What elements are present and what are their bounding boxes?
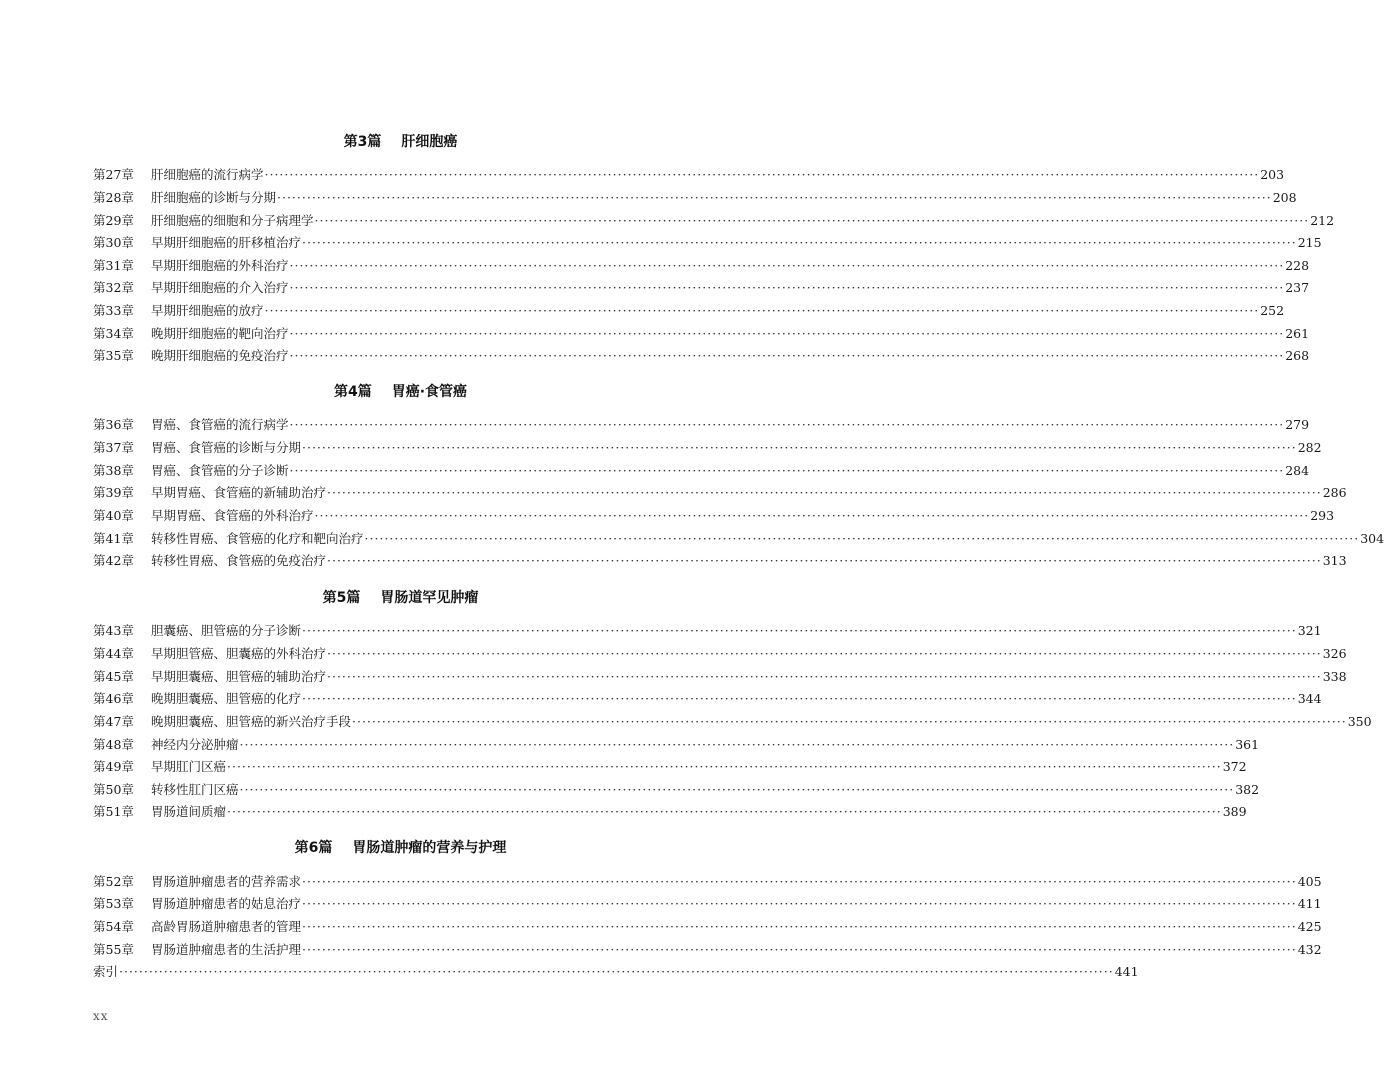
chapter-number: 第55章 [93, 942, 134, 957]
page-number: 212 [1310, 213, 1335, 228]
chapter-number: 第29章 [93, 213, 134, 228]
dot-leader: ········································································································································································································ [327, 553, 1322, 568]
chapter-title: 早期肝细胞癌的放疗 [151, 303, 264, 318]
page-number: 382 [1235, 782, 1260, 797]
chapter-title: 晚期肝细胞癌的靶向治疗 [151, 326, 289, 341]
page-number: 338 [1322, 669, 1347, 684]
chapter-title: 早期胆管癌、胆囊癌的外科治疗 [151, 646, 327, 661]
part-title: 胃肠道罕见肿瘤 [380, 590, 479, 606]
chapter-title: 肝细胞癌的细胞和分子病理学 [151, 213, 314, 228]
page-number: 261 [1285, 326, 1310, 341]
index-entry[interactable] [93, 961, 1139, 983]
chapter-title: 早期肛门区癌 [151, 759, 227, 774]
page-number: 203 [1260, 167, 1285, 182]
page-number: 284 [1285, 463, 1310, 478]
chapter-title: 早期肝细胞癌的介入治疗 [151, 280, 289, 295]
chapter-title: 早期胃癌、食管癌的外科治疗 [151, 508, 314, 523]
chapter-number: 第43章 [93, 623, 134, 638]
toc-entry[interactable] [93, 460, 1310, 482]
dot-leader: ········································································································································································································ [239, 782, 1235, 797]
chapter-number: 第41章 [93, 531, 134, 546]
chapter-title: 早期肝细胞癌的肝移植治疗 [151, 235, 302, 250]
page-number: 286 [1322, 485, 1347, 500]
chapter-number: 第48章 [93, 737, 134, 752]
dot-leader: ········································································································································································································ [302, 874, 1297, 889]
chapter-title: 胆囊癌、胆管癌的分子诊断 [151, 623, 302, 638]
toc-entry[interactable] [93, 779, 1260, 801]
chapter-number: 第35章 [93, 348, 134, 363]
page-number: 208 [1272, 190, 1297, 205]
page-number: 372 [1222, 759, 1247, 774]
dot-leader: ········································································································································································································ [327, 669, 1322, 684]
part-title: 胃癌·食管癌 [391, 384, 468, 400]
chapter-title: 晚期胆囊癌、胆管癌的化疗 [151, 691, 302, 706]
chapter-title: 早期肝细胞癌的外科治疗 [151, 258, 289, 273]
toc-entry[interactable] [93, 300, 1285, 322]
page-number: 350 [1347, 714, 1372, 729]
dot-leader: ········································································································································································································ [352, 714, 1347, 729]
part-heading [93, 132, 708, 152]
page-number: 313 [1322, 553, 1347, 568]
toc-entry[interactable] [93, 916, 1322, 938]
dot-leader: ········································································································································································································ [302, 440, 1297, 455]
toc-entry[interactable] [93, 187, 1297, 209]
part-heading [93, 838, 708, 858]
index-title: 索引 [93, 964, 119, 979]
chapter-number: 第38章 [93, 463, 134, 478]
chapter-title: 晚期肝细胞癌的免疫治疗 [151, 348, 289, 363]
dot-leader: ········································································································································································································ [277, 190, 1272, 205]
toc-entry[interactable] [93, 643, 1347, 665]
dot-leader: ········································································································································································································ [289, 258, 1285, 273]
dot-leader: ········································································································································································································ [327, 485, 1322, 500]
chapter-title: 晚期胆囊癌、胆管癌的新兴治疗手段 [151, 714, 352, 729]
chapter-number: 第49章 [93, 759, 134, 774]
dot-leader: ········································································································································································································ [239, 737, 1235, 752]
page-number: 441 [1114, 964, 1139, 979]
chapter-title: 转移性肛门区癌 [151, 782, 239, 797]
toc-entry[interactable] [93, 734, 1260, 756]
dot-leader: ········································································································································································································ [264, 167, 1260, 182]
page-number: 411 [1297, 896, 1322, 911]
toc-entry[interactable] [93, 801, 1247, 823]
chapter-number: 第47章 [93, 714, 134, 729]
toc-entry[interactable] [93, 277, 1310, 299]
dot-leader: ········································································································································································································ [302, 623, 1297, 638]
toc-entry[interactable] [93, 550, 1347, 572]
toc-entry[interactable] [93, 528, 1384, 550]
dot-leader: ········································································································································································································ [314, 213, 1310, 228]
dot-leader: ········································································································································································································ [289, 463, 1285, 478]
page-number: 228 [1285, 258, 1310, 273]
toc-entry[interactable] [93, 711, 1372, 733]
page-number: 293 [1310, 508, 1335, 523]
toc-entry[interactable] [93, 482, 1347, 504]
toc-entry[interactable] [93, 323, 1310, 345]
page-number: 237 [1285, 280, 1310, 295]
page-number: 268 [1285, 348, 1310, 363]
chapter-number: 第42章 [93, 553, 134, 568]
chapter-title: 肝细胞癌的诊断与分期 [151, 190, 277, 205]
page-number: 344 [1297, 691, 1322, 706]
part-heading [93, 588, 708, 608]
chapter-title: 胃肠道肿瘤患者的姑息治疗 [151, 896, 302, 911]
toc-entry[interactable] [93, 164, 1285, 186]
toc-entry[interactable] [93, 620, 1322, 642]
page-number: 252 [1260, 303, 1285, 318]
chapter-title: 胃肠道肿瘤患者的营养需求 [151, 874, 302, 889]
chapter-number: 第54章 [93, 919, 134, 934]
toc-entry[interactable] [93, 688, 1322, 710]
chapter-number: 第44章 [93, 646, 134, 661]
chapter-number: 第51章 [93, 804, 134, 819]
page-number: 361 [1235, 737, 1260, 752]
chapter-number: 第37章 [93, 440, 134, 455]
page-number: 279 [1285, 417, 1310, 432]
dot-leader: ········································································································································································································ [302, 942, 1297, 957]
toc-entry[interactable] [93, 871, 1322, 893]
dot-leader: ········································································································································································································ [119, 964, 1114, 979]
chapter-number: 第45章 [93, 669, 134, 684]
toc-entry[interactable] [93, 893, 1322, 915]
dot-leader: ········································································································································································································ [302, 919, 1297, 934]
toc-entry[interactable] [93, 505, 1335, 527]
part-number: 第3篇 [343, 134, 382, 150]
part-number: 第5篇 [322, 590, 361, 606]
toc-entry[interactable] [93, 939, 1322, 961]
toc-entry[interactable] [93, 756, 1247, 778]
chapter-number: 第40章 [93, 508, 134, 523]
chapter-number: 第50章 [93, 782, 134, 797]
chapter-title: 胃癌、食管癌的流行病学 [151, 417, 289, 432]
page-number: 321 [1297, 623, 1322, 638]
dot-leader: ········································································································································································································ [302, 896, 1297, 911]
toc-entry[interactable] [93, 414, 1310, 436]
chapter-number: 第52章 [93, 874, 134, 889]
chapter-title: 胃癌、食管癌的诊断与分期 [151, 440, 302, 455]
chapter-number: 第33章 [93, 303, 134, 318]
chapter-number: 第34章 [93, 326, 134, 341]
toc-entry[interactable] [93, 666, 1347, 688]
chapter-title: 肝细胞癌的流行病学 [151, 167, 264, 182]
toc-entry[interactable] [93, 255, 1310, 277]
chapter-title: 神经内分泌肿瘤 [151, 737, 239, 752]
dot-leader: ········································································································································································································ [289, 348, 1285, 363]
chapter-number: 第27章 [93, 167, 134, 182]
chapter-number: 第30章 [93, 235, 134, 250]
dot-leader: ········································································································································································································ [364, 531, 1360, 546]
part-number: 第4篇 [333, 384, 372, 400]
chapter-title: 高龄胃肠道肿瘤患者的管理 [151, 919, 302, 934]
chapter-title: 转移性胃癌、食管癌的化疗和靶向治疗 [151, 531, 364, 546]
part-title: 胃肠道肿瘤的营养与护理 [352, 840, 507, 856]
dot-leader: ········································································································································································································ [314, 508, 1310, 523]
chapter-number: 第28章 [93, 190, 134, 205]
toc-entry[interactable] [93, 232, 1322, 254]
dot-leader: ········································································································································································································ [227, 759, 1222, 774]
chapter-number: 第39章 [93, 485, 134, 500]
dot-leader: ········································································································································································································ [327, 646, 1322, 661]
page-number: 425 [1297, 919, 1322, 934]
dot-leader: ········································································································································································································ [264, 303, 1260, 318]
dot-leader: ········································································································································································································ [289, 280, 1285, 295]
chapter-title: 早期胃癌、食管癌的新辅助治疗 [151, 485, 327, 500]
page-number: 282 [1297, 440, 1322, 455]
page-folio: xx [93, 1009, 109, 1023]
part-number: 第6篇 [294, 840, 333, 856]
page-number: 304 [1360, 531, 1384, 546]
chapter-title: 早期胆囊癌、胆管癌的辅助治疗 [151, 669, 327, 684]
page-number: 405 [1297, 874, 1322, 889]
dot-leader: ········································································································································································································ [289, 326, 1285, 341]
toc-entry[interactable] [93, 210, 1335, 232]
dot-leader: ········································································································································································································ [289, 417, 1285, 432]
toc-entry[interactable] [93, 437, 1322, 459]
chapter-number: 第31章 [93, 258, 134, 273]
page-number: 389 [1222, 804, 1247, 819]
dot-leader: ········································································································································································································ [302, 691, 1297, 706]
chapter-number: 第53章 [93, 896, 134, 911]
part-title: 肝细胞癌 [401, 134, 458, 150]
page-number: 432 [1297, 942, 1322, 957]
page-number: 215 [1297, 235, 1322, 250]
toc-entry[interactable] [93, 345, 1310, 367]
chapter-title: 胃肠道间质瘤 [151, 804, 227, 819]
chapter-title: 胃肠道肿瘤患者的生活护理 [151, 942, 302, 957]
dot-leader: ········································································································································································································ [302, 235, 1297, 250]
dot-leader: ········································································································································································································ [227, 804, 1222, 819]
chapter-title: 胃癌、食管癌的分子诊断 [151, 463, 289, 478]
chapter-number: 第36章 [93, 417, 134, 432]
chapter-title: 转移性胃癌、食管癌的免疫治疗 [151, 553, 327, 568]
chapter-number: 第32章 [93, 280, 134, 295]
part-heading [93, 382, 708, 402]
page-number: 326 [1322, 646, 1347, 661]
chapter-number: 第46章 [93, 691, 134, 706]
